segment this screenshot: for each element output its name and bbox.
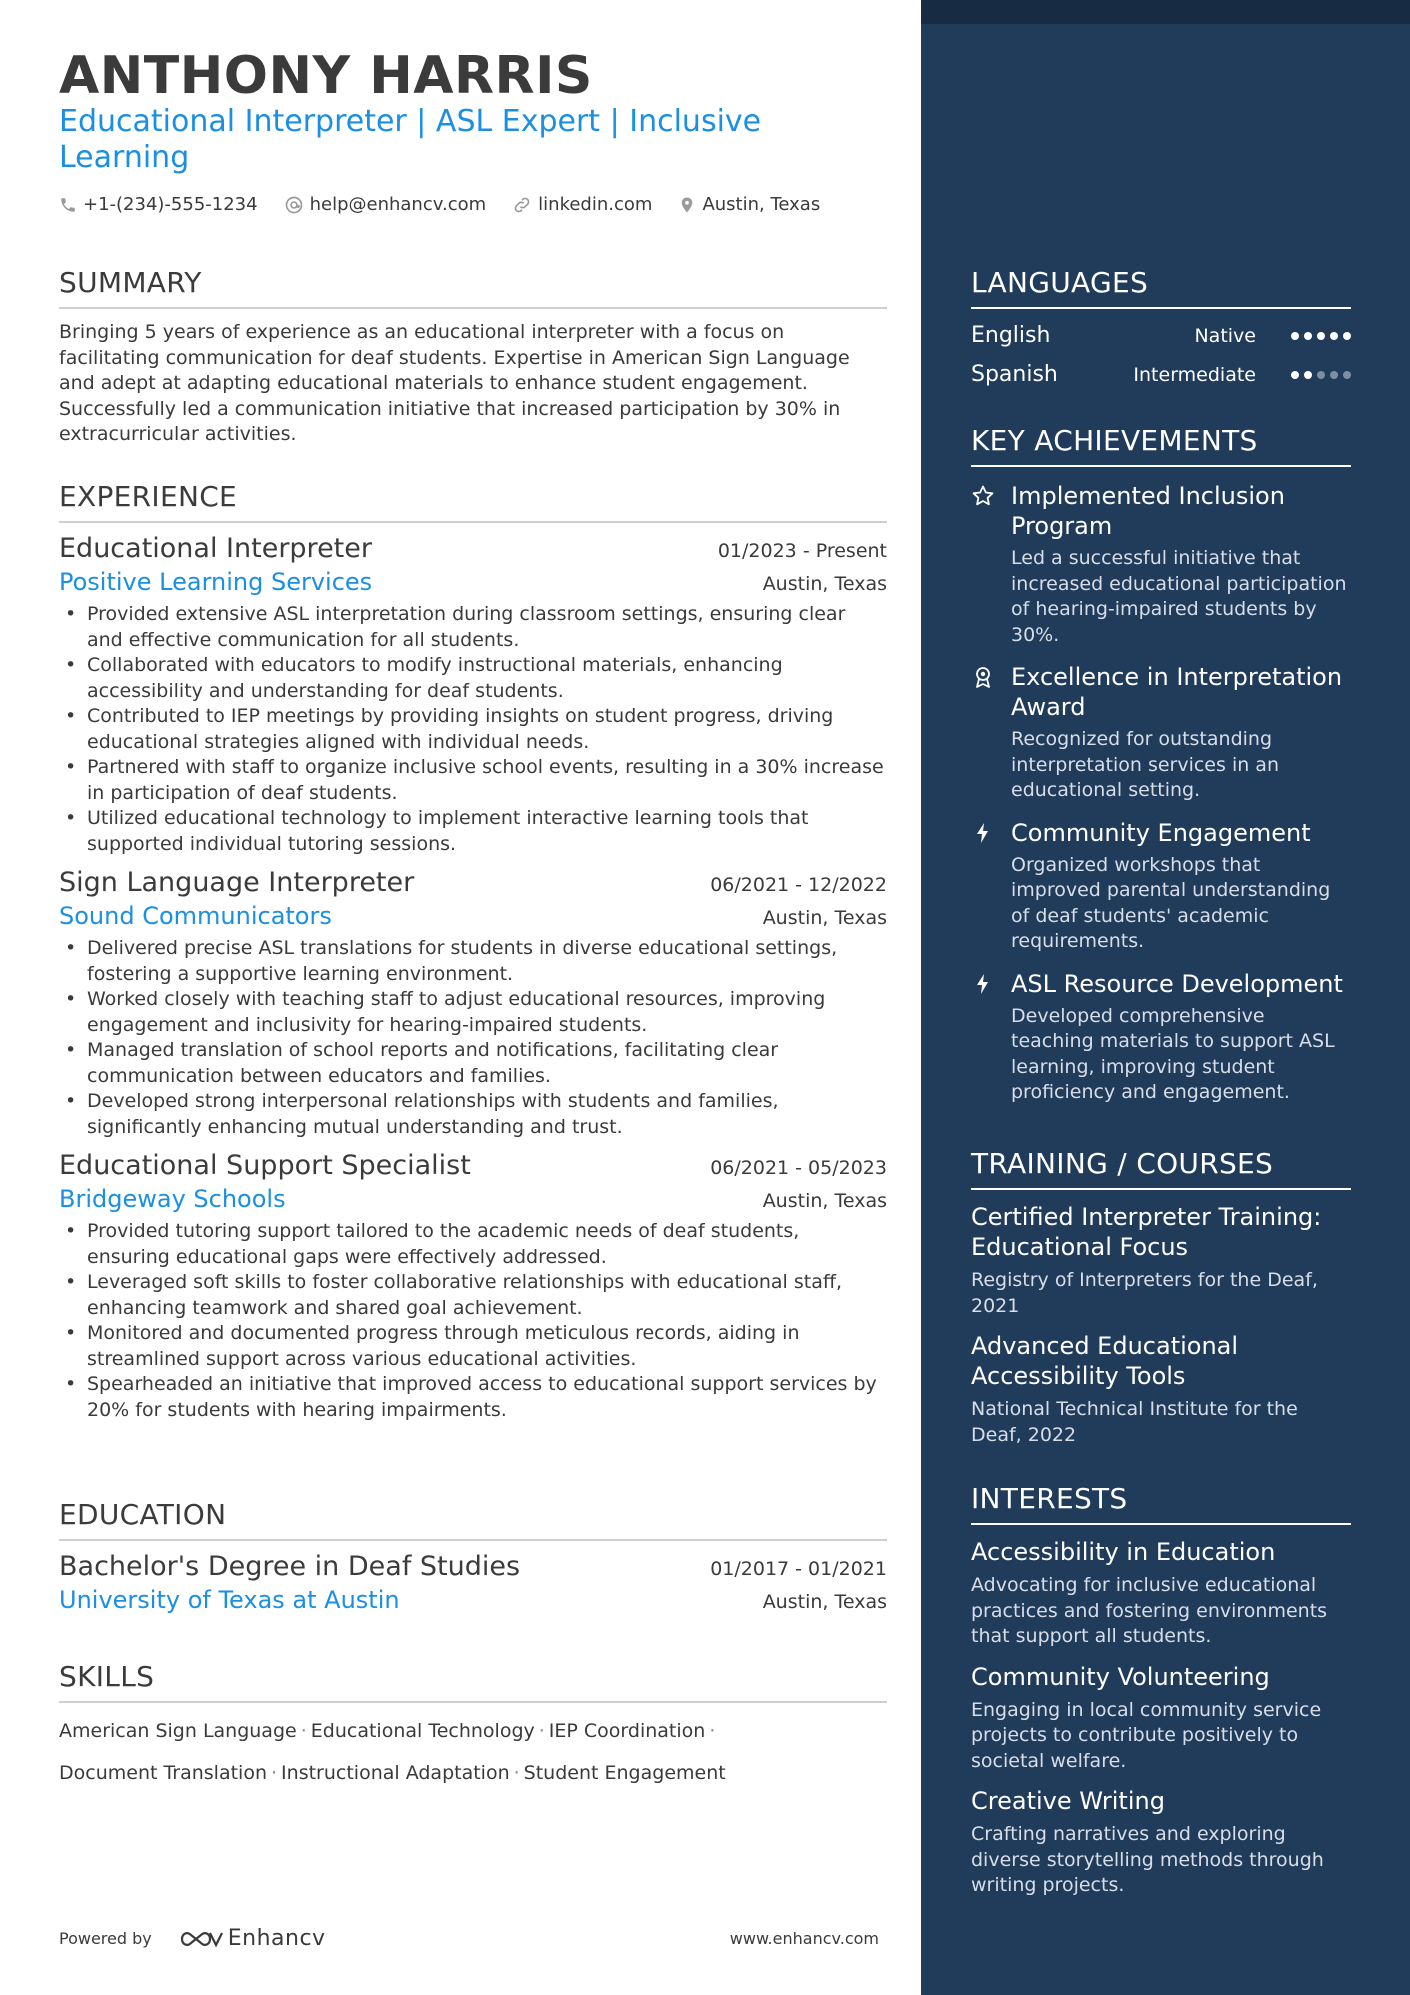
language-rating bbox=[1286, 332, 1351, 340]
language-name: English bbox=[971, 323, 1051, 348]
brand-logo[interactable] bbox=[178, 1926, 326, 1951]
achievement-title: Implemented Inclusion Program bbox=[1011, 482, 1285, 540]
achievement-item bbox=[971, 818, 1351, 955]
interest-item bbox=[971, 1786, 1351, 1899]
sidebar bbox=[921, 0, 1410, 1995]
powered-by bbox=[59, 1926, 326, 1951]
course-desc: National Technical Institute for the Deaf, 2022 bbox=[971, 1398, 1298, 1446]
phone-text: +1-(234)-555-1234 bbox=[83, 194, 258, 215]
achievement-title: Excellence in Interpretation Award bbox=[1011, 663, 1343, 721]
achievement-desc: Led a successful initiative that increased educational participation of hearing-impaired students by 30%. bbox=[1011, 547, 1347, 646]
skill-separator: · bbox=[538, 1720, 545, 1742]
section-title: SKILLS bbox=[59, 1660, 887, 1703]
contact-location bbox=[678, 194, 820, 215]
job-title: Educational Interpreter bbox=[59, 533, 372, 564]
education-location: Austin, Texas bbox=[762, 1591, 887, 1613]
achievement-desc: Developed comprehensive teaching materials to support ASL learning, improving student proficiency and engagement. bbox=[1011, 1004, 1335, 1103]
rating-dot bbox=[1330, 332, 1338, 340]
skill-item: Student Engagement bbox=[523, 1762, 726, 1784]
bullet-item: • Collaborated with educators to modify instructional materials, enhancing accessibility and understanding for deaf students. bbox=[59, 653, 887, 704]
linkedin-text: linkedin.com bbox=[538, 194, 653, 215]
rating-dot bbox=[1330, 371, 1338, 379]
job-location: Austin, Texas bbox=[762, 907, 887, 929]
bullet-item: • Developed strong interpersonal relationships with students and families, significantly enhancing mutual understanding and trust. bbox=[59, 1089, 887, 1140]
education-date: 01/2017 - 01/2021 bbox=[710, 1558, 887, 1580]
interest-item bbox=[971, 1662, 1351, 1775]
bullet-item: • Delivered precise ASL translations for students in diverse educational settings, fostering a supportive learning environment. bbox=[59, 936, 887, 987]
bullet-item: • Leveraged soft skills to foster collaborative relationships with educational staff, enhancing teamwork and shared goal achievement. bbox=[59, 1270, 887, 1321]
company-name: Bridgeway Schools bbox=[59, 1185, 286, 1213]
skill-item: Instructional Adaptation bbox=[281, 1762, 510, 1784]
job-location: Austin, Texas bbox=[762, 573, 887, 595]
interest-title: Creative Writing bbox=[971, 1787, 1165, 1815]
skill-item: Document Translation bbox=[59, 1762, 267, 1784]
education-section bbox=[59, 1498, 887, 1614]
skill-separator: · bbox=[271, 1762, 278, 1784]
bullet-item: • Utilized educational technology to implement interactive learning tools that supported individual tutoring sessions. bbox=[59, 806, 887, 857]
skill-separator: · bbox=[709, 1720, 716, 1742]
rating-dot bbox=[1304, 332, 1312, 340]
contact-bar bbox=[59, 194, 846, 215]
skills-section bbox=[59, 1660, 887, 1787]
achievement-item bbox=[971, 969, 1351, 1106]
link-icon bbox=[512, 195, 532, 215]
location-pin-icon bbox=[678, 195, 696, 215]
language-level: Native bbox=[1194, 324, 1256, 347]
achievement-desc: Organized workshops that improved parental understanding of deaf students' academic requirements. bbox=[1011, 853, 1331, 952]
company-name: Sound Communicators bbox=[59, 902, 332, 930]
language-level: Intermediate bbox=[1133, 363, 1256, 386]
job-location: Austin, Texas bbox=[762, 1190, 887, 1212]
language-name: Spanish bbox=[971, 362, 1058, 387]
brand-name: Enhancv bbox=[227, 1926, 326, 1951]
training-section bbox=[971, 1147, 1351, 1448]
lightning-icon bbox=[971, 972, 995, 996]
achievements-section bbox=[971, 424, 1351, 1106]
course-title: Certified Interpreter Training: Educational Focus bbox=[971, 1203, 1322, 1261]
job-date: 01/2023 - Present bbox=[717, 540, 887, 562]
school-name: University of Texas at Austin bbox=[59, 1586, 400, 1614]
skill-separator: · bbox=[513, 1762, 520, 1784]
course-title: Advanced Educational Accessibility Tools bbox=[971, 1332, 1239, 1390]
bullet-item: • Managed translation of school reports and notifications, facilitating clear communication between educators and families. bbox=[59, 1038, 887, 1089]
bullet-item: • Provided extensive ASL interpretation during classroom settings, ensuring clear and effective communication for all students. bbox=[59, 602, 887, 653]
rating-dot bbox=[1317, 371, 1325, 379]
interest-desc: Advocating for inclusive educational practices and fostering environments that support all students. bbox=[971, 1574, 1328, 1647]
rating-dot bbox=[1291, 332, 1299, 340]
award-icon bbox=[971, 665, 995, 689]
interest-desc: Engaging in local community service projects to contribute positively to societal welfare. bbox=[971, 1698, 1322, 1772]
job-bullets bbox=[59, 602, 887, 857]
bullet-item: • Spearheaded an initiative that improved access to educational support services by 20% for students with hearing impairments. bbox=[59, 1372, 887, 1423]
rating-dot bbox=[1343, 332, 1351, 340]
summary-text: Bringing 5 years of experience as an educational interpreter with a focus on facilitating communication for deaf students. Expertise in American Sign Language and adept at adapting educational materials to enhance student engagement. Successfully led a communication initiative that increased participation by 30% in extracurricular activities. bbox=[59, 321, 850, 445]
rating-dot bbox=[1343, 371, 1351, 379]
interest-item bbox=[971, 1537, 1351, 1650]
enhancv-logo-icon bbox=[178, 1927, 224, 1951]
interest-title: Accessibility in Education bbox=[971, 1538, 1276, 1566]
job-entry bbox=[59, 1150, 887, 1423]
section-title: KEY ACHIEVEMENTS bbox=[971, 424, 1351, 467]
at-icon bbox=[284, 195, 304, 215]
job-title: Sign Language Interpreter bbox=[59, 867, 415, 898]
lightning-icon bbox=[971, 821, 995, 845]
course-desc: Registry of Interpreters for the Deaf, 2021 bbox=[971, 1269, 1318, 1317]
rating-dot bbox=[1317, 332, 1325, 340]
job-date: 06/2021 - 12/2022 bbox=[710, 874, 887, 896]
course-item bbox=[971, 1202, 1351, 1319]
website-link[interactable]: www.enhancv.com bbox=[729, 1929, 879, 1948]
summary-section bbox=[59, 266, 887, 448]
experience-section bbox=[59, 480, 887, 1423]
interests-section bbox=[971, 1482, 1351, 1899]
job-bullets bbox=[59, 936, 887, 1140]
achievement-item bbox=[971, 662, 1351, 804]
bullet-item: • Worked closely with teaching staff to adjust educational resources, improving engagement and inclusivity for hearing-impaired students. bbox=[59, 987, 887, 1038]
bullet-item: • Partnered with staff to organize inclusive school events, resulting in a 30% increase in participation of deaf students. bbox=[59, 755, 887, 806]
education-entry bbox=[59, 1551, 887, 1614]
powered-by-label: Powered by bbox=[59, 1929, 152, 1948]
job-bullets bbox=[59, 1219, 887, 1423]
skills-line bbox=[59, 1717, 887, 1745]
location-text: Austin, Texas bbox=[702, 194, 821, 215]
language-row bbox=[971, 362, 1351, 387]
job-entry bbox=[59, 533, 887, 857]
language-rating bbox=[1286, 371, 1351, 379]
job-entry bbox=[59, 867, 887, 1140]
skill-item: Educational Technology bbox=[310, 1720, 535, 1742]
degree-title: Bachelor's Degree in Deaf Studies bbox=[59, 1551, 521, 1582]
bullet-item: • Contributed to IEP meetings by providing insights on student progress, driving educational strategies aligned with individual needs. bbox=[59, 704, 887, 755]
bullet-item: • Provided tutoring support tailored to the academic needs of deaf students, ensuring educational gaps were effectively addressed. bbox=[59, 1219, 887, 1270]
footer bbox=[59, 1926, 887, 1951]
headline: Educational Interpreter | ASL Expert | Inclusive Learning bbox=[59, 104, 762, 175]
interest-desc: Crafting narratives and exploring diverse storytelling methods through writing projects. bbox=[971, 1823, 1324, 1896]
company-name: Positive Learning Services bbox=[59, 568, 373, 596]
phone-icon bbox=[59, 196, 77, 214]
star-icon bbox=[971, 484, 995, 508]
language-row bbox=[971, 323, 1351, 348]
section-title: LANGUAGES bbox=[971, 266, 1351, 309]
skill-item: IEP Coordination bbox=[548, 1720, 706, 1742]
rating-dot bbox=[1304, 371, 1312, 379]
languages-section bbox=[971, 266, 1351, 387]
bullet-item: • Monitored and documented progress through meticulous records, aiding in streamlined support across various educational activities. bbox=[59, 1321, 887, 1372]
achievement-title: ASL Resource Development bbox=[1011, 969, 1343, 998]
achievement-desc: Recognized for outstanding interpretation services in an educational setting. bbox=[1011, 728, 1279, 801]
section-title: EXPERIENCE bbox=[59, 480, 887, 523]
contact-phone[interactable] bbox=[59, 194, 258, 215]
section-title: TRAINING / COURSES bbox=[971, 1147, 1351, 1190]
candidate-name: ANTHONY HARRIS bbox=[59, 46, 593, 106]
section-title: SUMMARY bbox=[59, 266, 887, 309]
rating-dot bbox=[1291, 371, 1299, 379]
contact-email[interactable] bbox=[284, 194, 487, 215]
job-title: Educational Support Specialist bbox=[59, 1150, 471, 1181]
job-date: 06/2021 - 05/2023 bbox=[710, 1157, 887, 1179]
email-text: help@enhancv.com bbox=[309, 194, 487, 215]
course-item bbox=[971, 1331, 1351, 1448]
skill-separator: · bbox=[300, 1720, 307, 1742]
achievement-title: Community Engagement bbox=[1011, 818, 1311, 847]
interest-title: Community Volunteering bbox=[971, 1662, 1270, 1691]
achievement-item bbox=[971, 481, 1351, 648]
skills-line bbox=[59, 1759, 887, 1787]
skill-item: American Sign Language bbox=[59, 1720, 297, 1742]
section-title: INTERESTS bbox=[971, 1482, 1351, 1525]
section-title: EDUCATION bbox=[59, 1498, 887, 1541]
sidebar-top-strip bbox=[921, 0, 1410, 24]
contact-linkedin[interactable] bbox=[512, 194, 652, 215]
